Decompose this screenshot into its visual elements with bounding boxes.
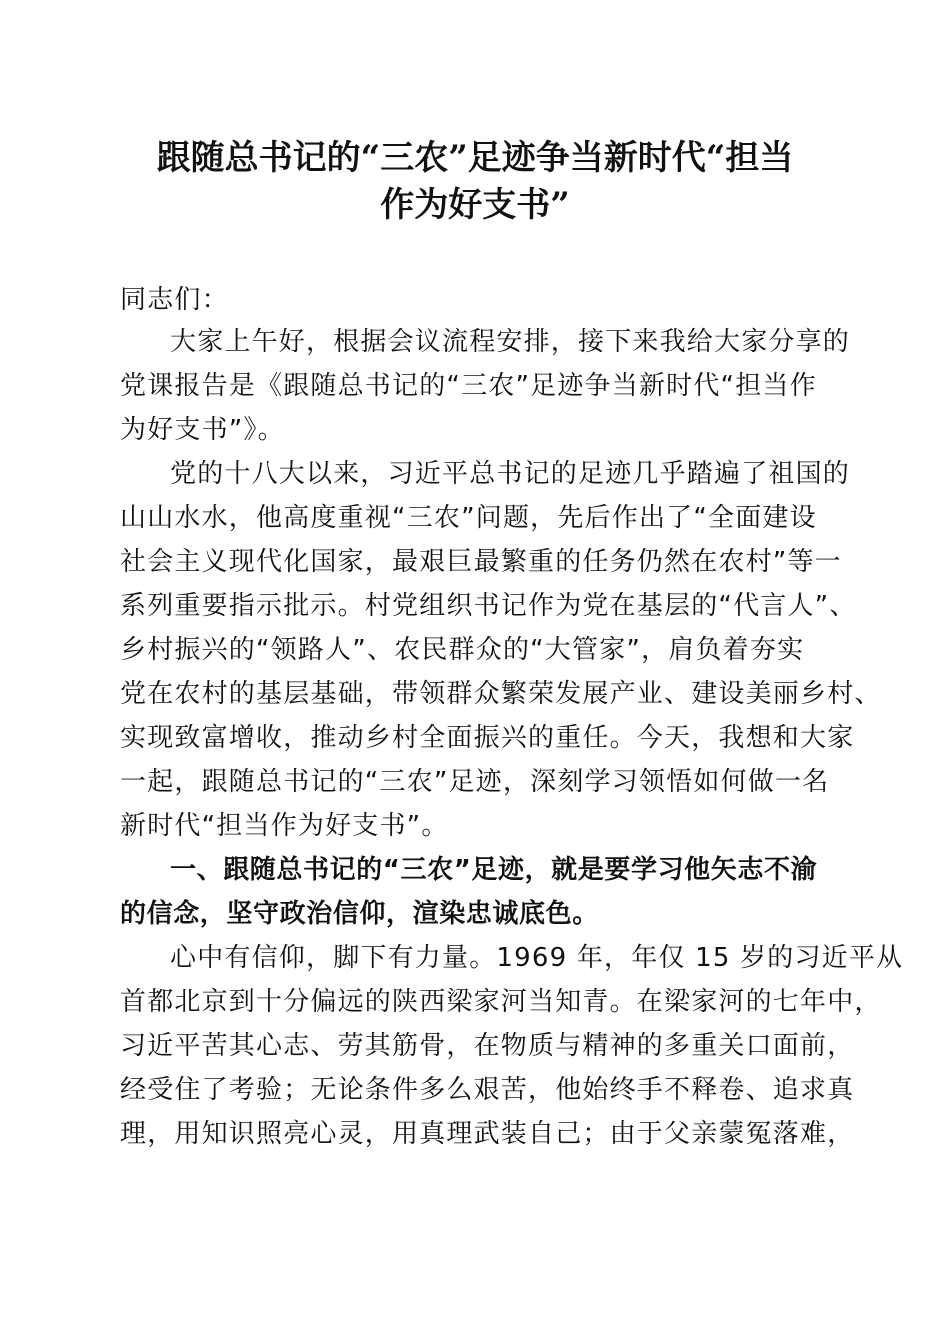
body-line: 理，用知识照亮心灵，用真理武装自己；由于父亲蒙冤落难， [120, 1119, 855, 1149]
body-line: 一起，跟随总书记的“三农”足迹，深刻学习领悟如何做一名 [120, 767, 830, 797]
body-line: 习近平苦其心志、劳其筋骨，在物质与精神的多重关口面前， [120, 1031, 855, 1061]
body-line: 社会主义现代化国家，最艰巨最繁重的任务仍然在农村”等一 [120, 547, 842, 577]
body-line: 党的十八大以来，习近平总书记的足迹几乎踏遍了祖国的 [170, 459, 851, 489]
body-line: 经受住了考验；无论条件多么艰苦，他始终手不释卷、追求真 [120, 1075, 855, 1105]
section-heading-line: 的信念，坚守政治信仰，渲染忠诚底色。 [120, 899, 599, 929]
body-line: 大家上午好，根据会议流程安排，接下来我给大家分享的 [170, 327, 851, 357]
body-line: 系列重要指示批示。村党组织书记作为党在基层的“代言人”、 [120, 591, 857, 621]
body-line: 首都北京到十分偏远的陕西梁家河当知青。在梁家河的七年中， [120, 987, 882, 1017]
body-line: 山山水水，他高度重视“三农”问题，先后作出了“全面建设 [120, 503, 817, 533]
body-line: 党在农村的基层基础，带领群众繁荣发展产业、建设美丽乡村、 [120, 679, 882, 709]
body-line: 乡村振兴的“领路人”、农民群众的“大管家”，肩负着夯实 [120, 635, 805, 665]
body-line: 党课报告是《跟随总书记的“三农”足迹争当新时代“担当作 [120, 371, 817, 401]
body-line: 心中有信仰，脚下有力量。1969 年，年仅 15 岁的习近平从 [170, 943, 904, 973]
document-title-line-2: 作为好支书” [380, 185, 570, 225]
section-heading-line: 一、跟随总书记的“三农”足迹，就是要学习他矢志不渝 [170, 855, 818, 885]
body-line: 为好支书”》。 [120, 415, 285, 445]
salutation: 同志们： [120, 285, 229, 315]
body-line: 新时代“担当作为好支书”。 [120, 811, 449, 841]
body-line: 实现致富增收，推动乡村全面振兴的重任。今天，我想和大家 [120, 723, 855, 753]
document-title-line-1: 跟随总书记的“三农”足迹争当新时代“担当 [156, 138, 794, 178]
